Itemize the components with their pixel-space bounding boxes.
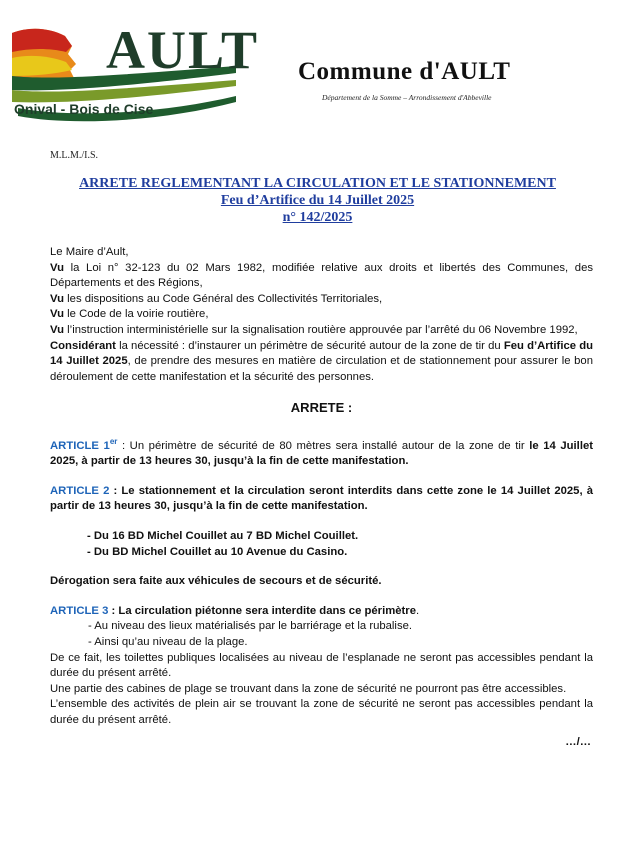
- article-1: ARTICLE 1er : Un périmètre de sécurité de 80 mètres sera installé autour de la zone de tir le 14 Juillet 2025, à partir de 13 heures 30, jusqu’à la fin de cette manifestation.: [50, 436, 593, 468]
- vu-paragraph-1: Vu la Loi n° 32-123 du 02 Mars 1982, modifiée relative aux droits et libertés des Communes, des Départements et des Régions,: [50, 261, 593, 290]
- vu-paragraph-2: Vu les dispositions au Code Général des Collectivités Territoriales,: [50, 292, 383, 305]
- article-3: ARTICLE 3 : La circulation piétonne sera interdite dans ce périmètre.: [50, 604, 420, 617]
- article-3-item-2: - Ainsi qu’au niveau de la plage.: [88, 636, 248, 649]
- article-3-item-1: - Au niveau des lieux matérialisés par le barriérage et la rubalise.: [88, 620, 413, 633]
- considerant-paragraph: Considérant la nécessité : d’instaurer un périmètre de sécurité autour de la zone de tir du Feu d’Artifice du 14 Juillet 2025, de prendre des mesures en matière de circulation et de stationnement pour assurer le bon déroulement de cette manifestation et la sécurité des personnes.: [50, 339, 593, 383]
- vu-paragraph-4: Vu l’instruction interministérielle sur la signalisation routière approuvée par l’arrêté du 06 Novembre 1992,: [50, 323, 578, 336]
- mayor-intro: Le Maire d’Ault,: [50, 246, 129, 258]
- article-2-item-2: - Du BD Michel Couillet au 10 Avenue du Casino.: [87, 545, 348, 558]
- logo-subtitle: Onival - Bois de Cise: [14, 101, 154, 117]
- article-3-paragraph-2: Une partie des cabines de plage se trouvant dans la zone de sécurité ne pourront pas être accessibles.: [50, 682, 567, 695]
- commune-logo: [10, 18, 260, 126]
- vu-paragraph-3: Vu le Code de la voirie routière,: [50, 308, 209, 321]
- article-3-paragraph-3: L’ensemble des activités de plein air se trouvant la zone de sécurité ne seront pas accessibles pendant la durée du présent arrêté.: [50, 698, 593, 727]
- reference-code: M.L.M./I.S.: [50, 150, 99, 161]
- document-body: [50, 245, 593, 750]
- title-line-2: Feu d’Artifice du 14 Juillet 2025: [220, 193, 415, 208]
- article-2: ARTICLE 2 : Le stationnement et la circulation seront interdits dans cette zone le 14 Juillet 2025, à partir de 13 heures 30, jusqu’à la fin de cette manifestation.: [50, 484, 594, 513]
- logo-wordmark: AULT: [106, 20, 260, 80]
- department-line: Département de la Somme – Arrondissement d'Abbeville: [322, 93, 492, 102]
- derogation-note: Dérogation sera faite aux véhicules de secours et de sécurité.: [50, 575, 382, 588]
- continuation-marker: …/…: [565, 735, 591, 748]
- title-line-3: n° 142/2025: [282, 210, 353, 225]
- article-3-paragraph-1: De ce fait, les toilettes publiques localisées au niveau de l’esplanade ne seront pas accessibles pendant la durée du présent arrêté.: [50, 651, 593, 680]
- document-titles: [0, 175, 635, 226]
- commune-title: Commune d'AULT: [298, 58, 511, 85]
- article-2-item-1: - Du 16 BD Michel Couillet au 7 BD Michel Couillet.: [87, 530, 359, 543]
- arrete-heading: ARRETE :: [290, 400, 353, 416]
- title-line-1: ARRETE REGLEMENTANT LA CIRCULATION ET LE STATIONNEMENT: [79, 176, 556, 191]
